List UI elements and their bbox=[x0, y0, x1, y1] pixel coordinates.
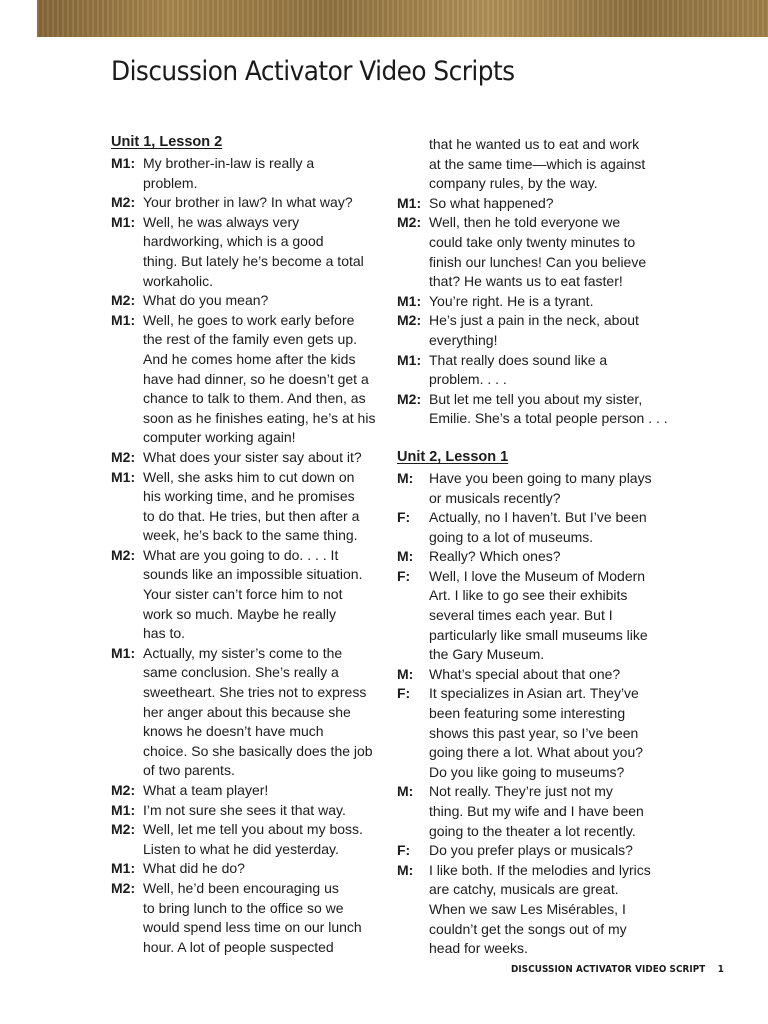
dialogue-text: that? He wants us to eat faster! bbox=[429, 273, 623, 290]
dialogue-text: thing. But lately he’s become a total bbox=[143, 252, 364, 269]
dialogue-text: same conclusion. She’s really a bbox=[143, 664, 339, 681]
dialogue-text: Really? Which ones? bbox=[429, 548, 561, 565]
speaker-label: M2: bbox=[111, 782, 136, 798]
dialogue-text: work so much. Maybe he really bbox=[143, 605, 336, 622]
speaker-label: M1: bbox=[111, 644, 136, 661]
speaker-label bbox=[111, 507, 143, 527]
dialogue-text: would spend less time on our lunch bbox=[143, 919, 362, 936]
dialogue-line bbox=[397, 213, 665, 233]
dialogue-line bbox=[397, 390, 665, 410]
dialogue-line bbox=[111, 781, 373, 801]
dialogue-text: computer working again! bbox=[143, 429, 296, 446]
dialogue-continuation bbox=[111, 232, 373, 252]
page-number: 1 bbox=[717, 964, 724, 975]
dialogue-text: You’re right. He is a tyrant. bbox=[429, 292, 594, 309]
speaker-label: M2: bbox=[111, 821, 136, 838]
speaker-label bbox=[111, 428, 143, 448]
dialogue-text: problem. bbox=[143, 174, 198, 191]
dialogue-text: to bring lunch to the office so we bbox=[143, 899, 344, 916]
speaker-label bbox=[111, 272, 143, 292]
speaker-label bbox=[111, 389, 143, 409]
speaker-label bbox=[397, 626, 429, 646]
dialogue-continuation bbox=[111, 840, 373, 860]
speaker-label bbox=[397, 409, 429, 429]
dialogue-line bbox=[397, 665, 665, 685]
speaker-label bbox=[397, 900, 429, 920]
speaker-label bbox=[397, 920, 429, 940]
dialogue-text: problem. . . . bbox=[429, 371, 507, 388]
speaker-label: M2: bbox=[111, 879, 136, 896]
dialogue-continuation bbox=[111, 409, 376, 429]
speaker-label bbox=[397, 135, 429, 155]
dialogue-text: I’m not sure she sees it that way. bbox=[143, 801, 346, 818]
dialogue-text: Not really. They’re just not my bbox=[429, 783, 613, 800]
dialogue-line bbox=[397, 469, 665, 489]
dialogue-text: at the same time—which is against bbox=[429, 155, 646, 172]
dialogue-continuation bbox=[111, 722, 373, 742]
speaker-label: M: bbox=[397, 665, 414, 682]
speaker-label bbox=[397, 743, 429, 763]
dialogue-text: hour. A lot of people suspected bbox=[143, 938, 334, 955]
speaker-label bbox=[111, 703, 143, 723]
dialogue-text: Well, let me tell you about my boss. bbox=[143, 821, 363, 838]
dialogue-line bbox=[111, 154, 373, 174]
speaker-label bbox=[397, 763, 429, 783]
speaker-label bbox=[111, 330, 143, 350]
dialogue-continuation bbox=[111, 605, 373, 625]
dialogue-continuation bbox=[397, 370, 665, 390]
dialogue-line bbox=[397, 684, 665, 704]
speaker-label bbox=[397, 704, 429, 724]
dialogue-continuation bbox=[397, 920, 665, 940]
speaker-label bbox=[397, 880, 429, 900]
dialogue-text: But let me tell you about my sister, bbox=[429, 390, 643, 407]
speaker-label bbox=[111, 585, 143, 605]
dialogue-text: have had dinner, so he doesn’t get a bbox=[143, 370, 369, 387]
dialogue-line bbox=[111, 213, 373, 233]
speaker-label bbox=[111, 252, 143, 272]
speaker-label bbox=[397, 606, 429, 626]
script-column-left bbox=[111, 132, 376, 957]
lesson-heading: Unit 2, Lesson 1 bbox=[397, 448, 509, 465]
speaker-label bbox=[397, 331, 429, 351]
speaker-label bbox=[397, 233, 429, 253]
dialogue-continuation bbox=[397, 880, 665, 900]
dialogue-line bbox=[397, 782, 665, 802]
speaker-label bbox=[111, 624, 143, 644]
speaker-label: M: bbox=[397, 469, 414, 486]
dialogue-line bbox=[397, 861, 665, 881]
dialogue-continuation bbox=[397, 489, 665, 509]
dialogue-text: And he comes home after the kids bbox=[143, 350, 356, 367]
speaker-label: M1: bbox=[111, 311, 136, 328]
dialogue-text: head for weeks. bbox=[429, 940, 528, 957]
dialogue-continuation bbox=[397, 900, 665, 920]
dialogue-line bbox=[111, 801, 373, 821]
dialogue-continuation bbox=[111, 370, 373, 390]
speaker-label: M1: bbox=[397, 351, 422, 368]
speaker-label: M2: bbox=[111, 194, 136, 211]
speaker-label bbox=[111, 722, 143, 742]
speaker-label: M1: bbox=[111, 468, 136, 485]
dialogue-line bbox=[397, 508, 665, 528]
speaker-label: M2: bbox=[397, 214, 422, 231]
dialogue-continuation bbox=[111, 585, 373, 605]
speaker-label bbox=[111, 232, 143, 252]
speaker-label bbox=[397, 272, 429, 292]
dialogue-continuation bbox=[111, 663, 373, 683]
dialogue-text: He’s just a pain in the neck, about bbox=[429, 312, 639, 329]
dialogue-continuation bbox=[111, 899, 373, 919]
dialogue-continuation bbox=[111, 526, 373, 546]
speaker-label bbox=[397, 253, 429, 273]
dialogue-line bbox=[397, 567, 665, 587]
speaker-label: M1: bbox=[111, 860, 136, 877]
dialogue-continuation bbox=[397, 586, 665, 606]
dialogue-text: the Gary Museum. bbox=[429, 646, 545, 663]
dialogue-continuation bbox=[397, 272, 665, 292]
dialogue-continuation bbox=[397, 939, 665, 959]
dialogue-text: Actually, my sister’s come to the bbox=[143, 644, 343, 661]
dialogue-line bbox=[111, 311, 373, 331]
dialogue-continuation bbox=[111, 624, 373, 644]
dialogue-continuation bbox=[397, 331, 665, 351]
speaker-label bbox=[111, 742, 143, 762]
dialogue-text: the rest of the family even gets up. bbox=[143, 331, 358, 348]
dialogue-text: shows this past year, so I’ve been bbox=[429, 724, 639, 741]
speaker-label bbox=[111, 899, 143, 919]
speaker-label: M: bbox=[397, 783, 414, 800]
speaker-label bbox=[111, 350, 143, 370]
dialogue-continuation bbox=[111, 272, 373, 292]
dialogue-continuation bbox=[397, 606, 665, 626]
dialogue-continuation bbox=[397, 626, 665, 646]
speaker-label bbox=[111, 174, 143, 194]
dialogue-continuation bbox=[397, 135, 665, 155]
dialogue-line bbox=[397, 351, 665, 371]
dialogue-continuation bbox=[111, 703, 373, 723]
dialogue-text: So what happened? bbox=[429, 194, 554, 211]
dialogue-continuation bbox=[397, 763, 665, 783]
dialogue-continuation bbox=[397, 704, 665, 724]
dialogue-continuation bbox=[111, 330, 373, 350]
speaker-label bbox=[397, 939, 429, 959]
page-title: Discussion Activator Video Scripts bbox=[111, 56, 515, 87]
dialogue-text: thing. But my wife and I have been bbox=[429, 803, 644, 819]
dialogue-continuation bbox=[111, 350, 373, 370]
dialogue-line bbox=[397, 311, 665, 331]
speaker-label bbox=[111, 487, 143, 507]
speaker-label: F: bbox=[397, 842, 411, 859]
speaker-label bbox=[397, 155, 429, 175]
dialogue-text: Well, I love the Museum of Modern bbox=[429, 567, 646, 584]
dialogue-continuation bbox=[397, 253, 665, 273]
dialogue-text: everything! bbox=[429, 331, 498, 348]
dialogue-line bbox=[397, 194, 665, 214]
speaker-label bbox=[397, 489, 429, 509]
speaker-label bbox=[111, 840, 143, 860]
dialogue-continuation bbox=[111, 389, 373, 409]
speaker-label bbox=[111, 938, 143, 958]
dialogue-continuation bbox=[111, 428, 373, 448]
dialogue-continuation bbox=[111, 761, 373, 781]
speaker-label: M2: bbox=[111, 292, 136, 309]
dialogue-continuation bbox=[397, 233, 665, 253]
dialogue-text: been featuring some interesting bbox=[429, 705, 626, 722]
speaker-label bbox=[397, 370, 429, 390]
dialogue-text: choice. So she basically does the job bbox=[143, 742, 373, 759]
dialogue-text: Your brother in law? In what way? bbox=[143, 194, 353, 211]
dialogue-continuation bbox=[111, 507, 373, 527]
speaker-label bbox=[397, 645, 429, 665]
dialogue-text: hardworking, which is a good bbox=[143, 233, 324, 250]
dialogue-line bbox=[111, 448, 373, 468]
dialogue-text: going to a lot of museums. bbox=[429, 528, 594, 545]
dialogue-text: Art. I like to go see their exhibits bbox=[429, 587, 628, 604]
dialogue-text: What did he do? bbox=[143, 860, 245, 877]
speaker-label bbox=[111, 683, 143, 703]
speaker-label bbox=[111, 565, 143, 585]
dialogue-continuation bbox=[397, 724, 665, 744]
page-footer bbox=[511, 964, 724, 975]
dialogue-text: going to the theater a lot recently. bbox=[429, 822, 636, 839]
dialogue-line bbox=[111, 468, 373, 488]
dialogue-line bbox=[397, 841, 665, 861]
dialogue-text: Do you like going to museums? bbox=[429, 763, 625, 780]
dialogue-line bbox=[111, 546, 373, 566]
dialogue-text: Do you prefer plays or musicals? bbox=[429, 842, 633, 859]
dialogue-text: to do that. He tries, but then after a bbox=[143, 507, 360, 524]
dialogue-text: Well, then he told everyone we bbox=[429, 214, 621, 231]
speaker-label: M2: bbox=[111, 448, 136, 465]
dialogue-text: Your sister can’t force him to not bbox=[143, 586, 343, 603]
dialogue-continuation bbox=[397, 155, 665, 175]
dialogue-text: What a team player! bbox=[143, 782, 269, 798]
dialogue-line bbox=[111, 644, 373, 664]
script-column-right bbox=[397, 135, 668, 959]
dialogue-continuation bbox=[111, 487, 373, 507]
dialogue-text: Well, she asks him to cut down on bbox=[143, 468, 355, 485]
speaker-label bbox=[111, 409, 143, 429]
dialogue-continuation bbox=[111, 565, 373, 585]
dialogue-text: of two parents. bbox=[143, 762, 235, 779]
footer-label: DISCUSSION ACTIVATOR VIDEO SCRIPT bbox=[511, 964, 706, 975]
speaker-label bbox=[397, 586, 429, 606]
speaker-label: F: bbox=[397, 509, 411, 526]
speaker-label: M1: bbox=[111, 213, 136, 230]
speaker-label bbox=[397, 822, 429, 842]
dialogue-text: week, he’s back to the same thing. bbox=[143, 527, 358, 544]
speaker-label bbox=[397, 802, 429, 822]
dialogue-text: What’s special about that one? bbox=[429, 665, 621, 682]
dialogue-line bbox=[397, 547, 665, 567]
dialogue-text: What do you mean? bbox=[143, 292, 269, 309]
dialogue-line bbox=[111, 859, 373, 879]
dialogue-text: or musicals recently? bbox=[429, 489, 561, 506]
dialogue-continuation bbox=[111, 252, 373, 272]
speaker-label: F: bbox=[397, 567, 411, 584]
speaker-label: M1: bbox=[397, 292, 422, 309]
speaker-label bbox=[111, 370, 143, 390]
speaker-label bbox=[397, 724, 429, 744]
dialogue-text: her anger about this because she bbox=[143, 703, 351, 720]
dialogue-text: When we saw Les Misérables, I bbox=[429, 900, 626, 917]
dialogue-continuation bbox=[397, 822, 665, 842]
dialogue-continuation bbox=[111, 174, 373, 194]
dialogue-text: knows he doesn’t have much bbox=[143, 723, 324, 740]
speaker-label: M2: bbox=[397, 312, 422, 329]
dialogue-line bbox=[111, 879, 373, 899]
dialogue-text: My brother-in-law is really a bbox=[143, 155, 315, 171]
dialogue-text: It specializes in Asian art. They’ve bbox=[429, 685, 639, 702]
dialogue-text: company rules, by the way. bbox=[429, 175, 598, 192]
dialogue-continuation bbox=[111, 918, 373, 938]
speaker-label: M2: bbox=[111, 546, 136, 563]
speaker-label: M: bbox=[397, 548, 414, 565]
speaker-label bbox=[397, 174, 429, 194]
dialogue-line bbox=[111, 820, 373, 840]
dialogue-continuation bbox=[397, 802, 665, 822]
dialogue-text: That really does sound like a bbox=[429, 351, 608, 368]
dialogue-text: particularly like small museums like bbox=[429, 626, 648, 643]
decorative-header-bar bbox=[37, 0, 768, 37]
dialogue-line bbox=[111, 291, 373, 311]
dialogue-line bbox=[397, 292, 665, 312]
dialogue-text: Well, he was always very bbox=[143, 213, 300, 230]
dialogue-continuation bbox=[111, 742, 373, 762]
dialogue-text: several times each year. But I bbox=[429, 607, 613, 624]
speaker-label: M1: bbox=[397, 194, 422, 211]
dialogue-text: I like both. If the melodies and lyrics bbox=[429, 861, 651, 878]
dialogue-text: couldn’t get the songs out of my bbox=[429, 920, 627, 937]
dialogue-text: could take only twenty minutes to bbox=[429, 233, 636, 250]
dialogue-text: workaholic. bbox=[143, 272, 214, 289]
dialogue-text: has to. bbox=[143, 625, 186, 642]
speaker-label: M2: bbox=[397, 390, 422, 407]
dialogue-text: What does your sister say about it? bbox=[143, 448, 362, 465]
dialogue-text: sounds like an impossible situation. bbox=[143, 566, 363, 583]
dialogue-text: chance to talk to them. And then, as bbox=[143, 390, 366, 407]
speaker-label: F: bbox=[397, 685, 411, 702]
speaker-label bbox=[111, 526, 143, 546]
dialogue-continuation bbox=[397, 743, 665, 763]
speaker-label bbox=[111, 663, 143, 683]
dialogue-continuation bbox=[397, 528, 665, 548]
dialogue-continuation bbox=[397, 174, 665, 194]
dialogue-text: Have you been going to many plays bbox=[429, 469, 652, 486]
dialogue-text: going there a lot. What about you? bbox=[429, 744, 644, 761]
dialogue-continuation bbox=[397, 409, 668, 429]
speaker-label bbox=[111, 918, 143, 938]
dialogue-continuation bbox=[111, 938, 373, 958]
dialogue-line bbox=[111, 193, 373, 213]
dialogue-text: Well, he’d been encouraging us bbox=[143, 879, 339, 896]
dialogue-text: Actually, no I haven’t. But I’ve been bbox=[429, 509, 647, 526]
dialogue-text: Listen to what he did yesterday. bbox=[143, 840, 339, 857]
speaker-label: M: bbox=[397, 861, 414, 878]
dialogue-text: What are you going to do. . . . It bbox=[143, 546, 339, 563]
dialogue-text: are catchy, musicals are great. bbox=[429, 881, 619, 898]
dialogue-continuation bbox=[397, 645, 665, 665]
dialogue-text: sweetheart. She tries not to express bbox=[143, 684, 367, 701]
dialogue-continuation bbox=[111, 683, 373, 703]
dialogue-text: that he wanted us to eat and work bbox=[429, 136, 640, 152]
dialogue-text: his working time, and he promises bbox=[143, 488, 355, 505]
speaker-label: M1: bbox=[111, 155, 136, 171]
dialogue-text: Well, he goes to work early before bbox=[143, 311, 355, 328]
dialogue-text: Emilie. She’s a total people person . . . bbox=[429, 410, 668, 427]
lesson-heading: Unit 1, Lesson 2 bbox=[111, 134, 223, 150]
speaker-label bbox=[397, 528, 429, 548]
dialogue-text: finish our lunches! Can you believe bbox=[429, 253, 647, 270]
dialogue-text: soon as he finishes eating, he’s at his bbox=[143, 409, 376, 426]
speaker-label bbox=[111, 761, 143, 781]
speaker-label: M1: bbox=[111, 801, 136, 818]
speaker-label bbox=[111, 605, 143, 625]
